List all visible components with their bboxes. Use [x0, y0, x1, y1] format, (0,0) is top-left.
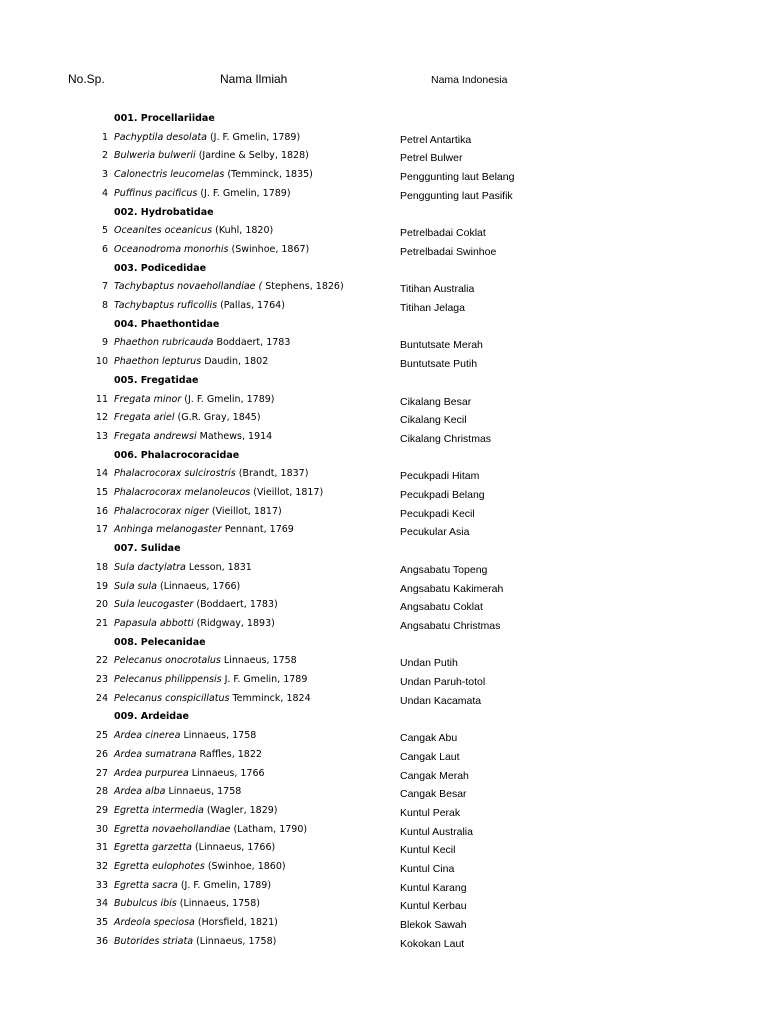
scientific-name [114, 860, 286, 874]
species-number: 25 [95, 730, 108, 742]
scientific-name-authority: (Temminck, 1835) [227, 169, 313, 181]
species-row [0, 411, 768, 429]
family-label: 009. Ardeidae [114, 711, 189, 723]
species-number: 31 [95, 842, 108, 854]
species-row [0, 860, 768, 878]
family-header-row [0, 112, 768, 130]
scientific-name [114, 935, 276, 949]
species-row [0, 430, 768, 448]
family-label: 005. Fregatidae [114, 374, 199, 386]
species-row [0, 841, 768, 859]
species-number: 17 [95, 524, 108, 536]
species-row [0, 523, 768, 541]
species-row [0, 336, 768, 354]
indonesian-name: Cangak Laut [400, 750, 460, 763]
species-number: 4 [101, 187, 108, 199]
scientific-name-authority: (Linnaeus, 1758) [179, 898, 260, 910]
indonesian-name: Kuntul Perak [400, 806, 461, 819]
species-number: 5 [101, 225, 108, 237]
scientific-name [114, 879, 271, 893]
species-row [0, 767, 768, 785]
scientific-name-authority: Linnaeus, 1758 [223, 655, 297, 667]
indonesian-name: Pecukpadi Belang [400, 489, 485, 501]
scientific-name-binomial: Ardea alba [114, 786, 166, 798]
scientific-name-binomial: Oceanites oceanicus [114, 225, 213, 237]
scientific-name [114, 505, 282, 519]
scientific-name-binomial: Ardeola speciosa [114, 917, 195, 929]
scientific-name-authority: (Linnaeus, 1766) [194, 842, 276, 854]
scientific-name [114, 467, 308, 481]
indonesian-name: Cikalang Kecil [400, 414, 467, 427]
scientific-name-authority: (Vieillot, 1817) [211, 505, 282, 517]
indonesian-name: Buntutsate Putih [400, 358, 478, 371]
scientific-name [114, 411, 261, 425]
scientific-name [114, 673, 307, 687]
scientific-name [114, 729, 256, 743]
indonesian-name: Petrelbadai Swinhoe [400, 245, 497, 258]
species-number: 11 [95, 393, 108, 405]
indonesian-name: Kuntul Karang [400, 881, 467, 894]
species-number: 22 [95, 655, 108, 667]
species-row [0, 505, 768, 523]
scientific-name-authority: (Boddaert, 1783) [196, 599, 278, 611]
species-row [0, 280, 768, 298]
scientific-name-binomial: Egretta intermedia [114, 804, 204, 816]
scientific-name-binomial: Puffinus pacificus [114, 187, 198, 199]
species-number: 10 [95, 356, 108, 368]
scientific-name [114, 430, 272, 444]
species-number: 32 [95, 861, 108, 872]
scientific-name [114, 168, 313, 182]
indonesian-name: Pecukpadi Hitam [400, 470, 480, 483]
column-header-no-sp: No.Sp. [68, 72, 105, 86]
scientific-name-authority: Boddaert, 1783 [216, 337, 291, 349]
scientific-name [114, 131, 300, 145]
species-row [0, 187, 768, 205]
species-row [0, 393, 768, 411]
indonesian-name: Angsabatu Christmas [400, 619, 501, 632]
indonesian-name: Cangak Merah [400, 769, 469, 782]
species-row [0, 467, 768, 485]
species-row [0, 617, 768, 635]
scientific-name-binomial: Fregata ariel [114, 412, 175, 424]
family-header-row [0, 318, 768, 336]
scientific-name [114, 785, 241, 799]
species-number: 20 [95, 599, 108, 611]
scientific-name-authority: (Vieillot, 1817) [253, 487, 324, 498]
column-header-nama-indonesia: Nama Indonesia [431, 74, 508, 86]
species-number: 3 [101, 169, 108, 181]
scientific-name-binomial: Phalacrocorax sulcirostris [114, 468, 236, 480]
scientific-name-authority: Linnaeus, 1766 [191, 767, 265, 779]
indonesian-name: Cangak Besar [400, 788, 467, 801]
scientific-name [114, 355, 268, 369]
family-label: 003. Podicedidae [114, 262, 207, 274]
scientific-name-authority: Mathews, 1914 [199, 430, 273, 442]
scientific-name-authority: (Swinhoe, 1860) [207, 861, 286, 872]
scientific-name-authority: (G.R. Gray, 1845) [177, 412, 261, 424]
species-number: 12 [95, 412, 108, 424]
scientific-name-binomial: Butorides striata [114, 935, 194, 947]
species-number: 29 [95, 804, 108, 816]
scientific-name [114, 767, 265, 781]
family-header-row [0, 449, 768, 467]
species-number: 9 [101, 337, 108, 349]
species-row [0, 561, 768, 579]
indonesian-name: Pecukular Asia [400, 526, 470, 539]
indonesian-name: Cikalang Christmas [400, 432, 492, 445]
species-row [0, 729, 768, 747]
scientific-name [114, 841, 275, 855]
species-row [0, 580, 768, 598]
scientific-name-binomial: Ardea purpurea [114, 767, 189, 779]
indonesian-name: Petrelbadai Coklat [400, 227, 486, 240]
species-row [0, 935, 768, 953]
scientific-name-authority: (Linnaeus, 1766) [160, 580, 241, 592]
species-row [0, 748, 768, 766]
indonesian-name: Titihan Jelaga [400, 302, 465, 314]
scientific-name-binomial: Phalacrocorax melanoleucos [114, 487, 251, 498]
scientific-name-authority: (Kuhl, 1820) [215, 225, 274, 237]
scientific-name-authority: Temminck, 1824 [232, 692, 311, 704]
indonesian-name: Kuntul Kecil [400, 844, 456, 857]
species-row [0, 224, 768, 242]
scientific-name-binomial: Tachybaptus novaehollandiae ( [114, 281, 263, 293]
indonesian-name: Angsabatu Kakimerah [400, 582, 504, 595]
column-header-nama-ilmiah: Nama Ilmiah [220, 72, 288, 86]
scientific-name-authority: (Jardine & Selby, 1828) [198, 150, 309, 162]
scientific-name [114, 580, 240, 594]
scientific-name [114, 187, 291, 201]
family-label: 006. Phalacrocoracidae [114, 449, 240, 461]
species-row [0, 804, 768, 822]
scientific-name-binomial: Tachybaptus ruficollis [114, 300, 218, 311]
scientific-name-binomial: Pelecanus onocrotalus [114, 655, 221, 667]
scientific-name-binomial: Sula sula [114, 580, 157, 592]
scientific-name [114, 654, 297, 668]
scientific-name-authority: (J. F. Gmelin, 1789) [200, 187, 291, 199]
scientific-name-authority: (Wagler, 1829) [206, 804, 278, 816]
species-row [0, 168, 768, 186]
indonesian-name: Kuntul Australia [400, 825, 473, 838]
species-row [0, 785, 768, 803]
scientific-name-binomial: Ardea cinerea [114, 730, 181, 742]
family-label: 008. Pelecanidae [114, 636, 206, 648]
scientific-name-binomial: Pelecanus philippensis [114, 674, 222, 685]
indonesian-name: Penggunting laut Pasifik [400, 189, 513, 202]
species-number: 27 [95, 767, 108, 779]
species-row [0, 673, 768, 691]
scientific-name-authority: (Horsfield, 1821) [197, 917, 278, 929]
scientific-name [114, 617, 275, 631]
scientific-name [114, 486, 323, 500]
indonesian-name: Cikalang Besar [400, 395, 472, 408]
scientific-name-binomial: Fregata andrewsi [114, 430, 197, 442]
scientific-name [114, 598, 278, 612]
scientific-name-authority: (Latham, 1790) [233, 823, 308, 835]
scientific-name-binomial: Phalacrocorax niger [114, 505, 209, 517]
indonesian-name: Titihan Australia [400, 283, 475, 296]
scientific-name-authority: (J. F. Gmelin, 1789) [209, 131, 301, 143]
species-number: 15 [95, 487, 108, 498]
species-row [0, 654, 768, 672]
scientific-name-authority: (Ridgway, 1893) [196, 617, 275, 629]
scientific-name-binomial: Fregata minor [114, 393, 182, 405]
family-header-row [0, 206, 768, 224]
scientific-name-authority: Linnaeus, 1758 [183, 730, 257, 742]
scientific-name-authority: Raffles, 1822 [199, 748, 262, 760]
scientific-name [114, 804, 278, 818]
scientific-name-binomial: Anhinga melanogaster [114, 524, 222, 536]
family-header-row [0, 374, 768, 392]
indonesian-name: Kuntul Kerbau [400, 900, 467, 913]
scientific-name-authority: Stephens, 1826) [265, 281, 344, 293]
indonesian-name: Buntutsate Merah [400, 339, 483, 352]
species-number: 1 [101, 131, 108, 143]
species-number: 35 [95, 917, 108, 929]
family-header-row [0, 710, 768, 728]
family-header-row [0, 636, 768, 654]
scientific-name-authority: (Brandt, 1837) [238, 468, 309, 480]
scientific-name-authority: Pennant, 1769 [224, 524, 294, 536]
indonesian-name: Pecukpadi Kecil [400, 507, 475, 520]
indonesian-name: Petrel Bulwer [400, 152, 463, 165]
scientific-name-binomial: Phaethon rubricauda [114, 337, 214, 349]
scientific-name-authority: J. F. Gmelin, 1789 [224, 674, 308, 685]
species-number: 13 [95, 430, 108, 442]
species-number: 16 [95, 505, 108, 517]
indonesian-name: Undan Paruh-totol [400, 676, 486, 688]
species-row [0, 823, 768, 841]
indonesian-name: Cangak Abu [400, 732, 458, 745]
scientific-name-authority: Lesson, 1831 [188, 561, 252, 573]
family-header-row [0, 262, 768, 280]
indonesian-name: Kuntul Cina [400, 863, 455, 875]
scientific-name [114, 393, 275, 407]
species-number: 19 [95, 580, 108, 592]
species-number: 6 [101, 243, 108, 255]
family-label: 004. Phaethontidae [114, 318, 220, 330]
species-number: 30 [95, 823, 108, 835]
indonesian-name: Kokokan Laut [400, 937, 465, 950]
species-row [0, 243, 768, 261]
scientific-name [114, 916, 278, 930]
family-label: 001. Procellariidae [114, 113, 215, 124]
species-number: 33 [95, 879, 108, 891]
scientific-name [114, 336, 290, 350]
species-number: 7 [101, 281, 108, 293]
species-number: 8 [101, 300, 108, 311]
species-row [0, 916, 768, 934]
scientific-name-authority: (Swinhoe, 1867) [231, 243, 310, 255]
species-row [0, 598, 768, 616]
scientific-name-binomial: Pachyptila desolata [114, 131, 207, 143]
scientific-name-authority: (Pallas, 1764) [220, 300, 285, 311]
scientific-name [114, 897, 260, 911]
indonesian-name: Undan Kacamata [400, 694, 482, 707]
species-row [0, 131, 768, 149]
scientific-name-binomial: Sula leucogaster [114, 599, 194, 611]
species-row [0, 149, 768, 167]
family-label: 002. Hydrobatidae [114, 206, 214, 218]
species-number: 24 [95, 692, 108, 704]
scientific-name [114, 224, 273, 238]
species-number: 18 [95, 561, 108, 573]
species-number: 23 [95, 674, 108, 685]
scientific-name [114, 149, 309, 163]
scientific-name-authority: (Linnaeus, 1758) [196, 935, 277, 947]
species-number: 21 [95, 617, 108, 629]
species-row [0, 692, 768, 710]
scientific-name-authority: Linnaeus, 1758 [168, 786, 242, 798]
scientific-name-binomial: Bulweria bulwerii [114, 150, 196, 162]
scientific-name-binomial: Egretta garzetta [114, 842, 192, 854]
species-number: 36 [95, 935, 108, 947]
species-row [0, 897, 768, 915]
scientific-name-binomial: Sula dactylatra [114, 561, 186, 573]
scientific-name-binomial: Egretta eulophotes [114, 861, 205, 872]
indonesian-name: Penggunting laut Belang [400, 171, 515, 184]
species-number: 28 [95, 786, 108, 798]
family-header-row [0, 542, 768, 560]
scientific-name [114, 561, 252, 575]
scientific-name-binomial: Pelecanus conspicillatus [114, 692, 230, 704]
species-number: 2 [101, 150, 108, 162]
species-row [0, 355, 768, 373]
indonesian-name: Angsabatu Coklat [400, 601, 483, 614]
species-row [0, 879, 768, 897]
scientific-name-authority: Daudin, 1802 [204, 356, 269, 368]
scientific-name-binomial: Egretta novaehollandiae [114, 823, 231, 835]
scientific-name [114, 748, 262, 762]
scientific-name-binomial: Calonectris leucomelas [114, 169, 225, 181]
scientific-name [114, 280, 344, 294]
indonesian-name: Undan Putih [400, 657, 458, 670]
scientific-name-binomial: Egretta sacra [114, 879, 178, 891]
species-number: 34 [95, 898, 108, 910]
species-row [0, 299, 768, 317]
indonesian-name: Petrel Antartika [400, 133, 472, 146]
indonesian-name: Blekok Sawah [400, 919, 467, 932]
scientific-name-binomial: Papasula abbotti [114, 617, 194, 629]
scientific-name [114, 692, 311, 706]
scientific-name-authority: (J. F. Gmelin, 1789) [184, 393, 275, 405]
scientific-name [114, 243, 309, 257]
species-number: 26 [95, 748, 108, 760]
family-label: 007. Sulidae [114, 543, 181, 555]
scientific-name-binomial: Oceanodroma monorhis [114, 243, 229, 255]
indonesian-name: Angsabatu Topeng [400, 563, 488, 576]
scientific-name [114, 823, 307, 837]
species-number: 14 [95, 468, 108, 480]
scientific-name [114, 299, 285, 313]
scientific-name [114, 523, 294, 537]
scientific-name-authority: (J. F. Gmelin, 1789) [180, 879, 272, 891]
scientific-name-binomial: Phaethon lepturus [114, 356, 202, 368]
scientific-name-binomial: Ardea sumatrana [114, 748, 197, 760]
scientific-name-binomial: Bubulcus ibis [114, 898, 177, 910]
species-row [0, 486, 768, 504]
